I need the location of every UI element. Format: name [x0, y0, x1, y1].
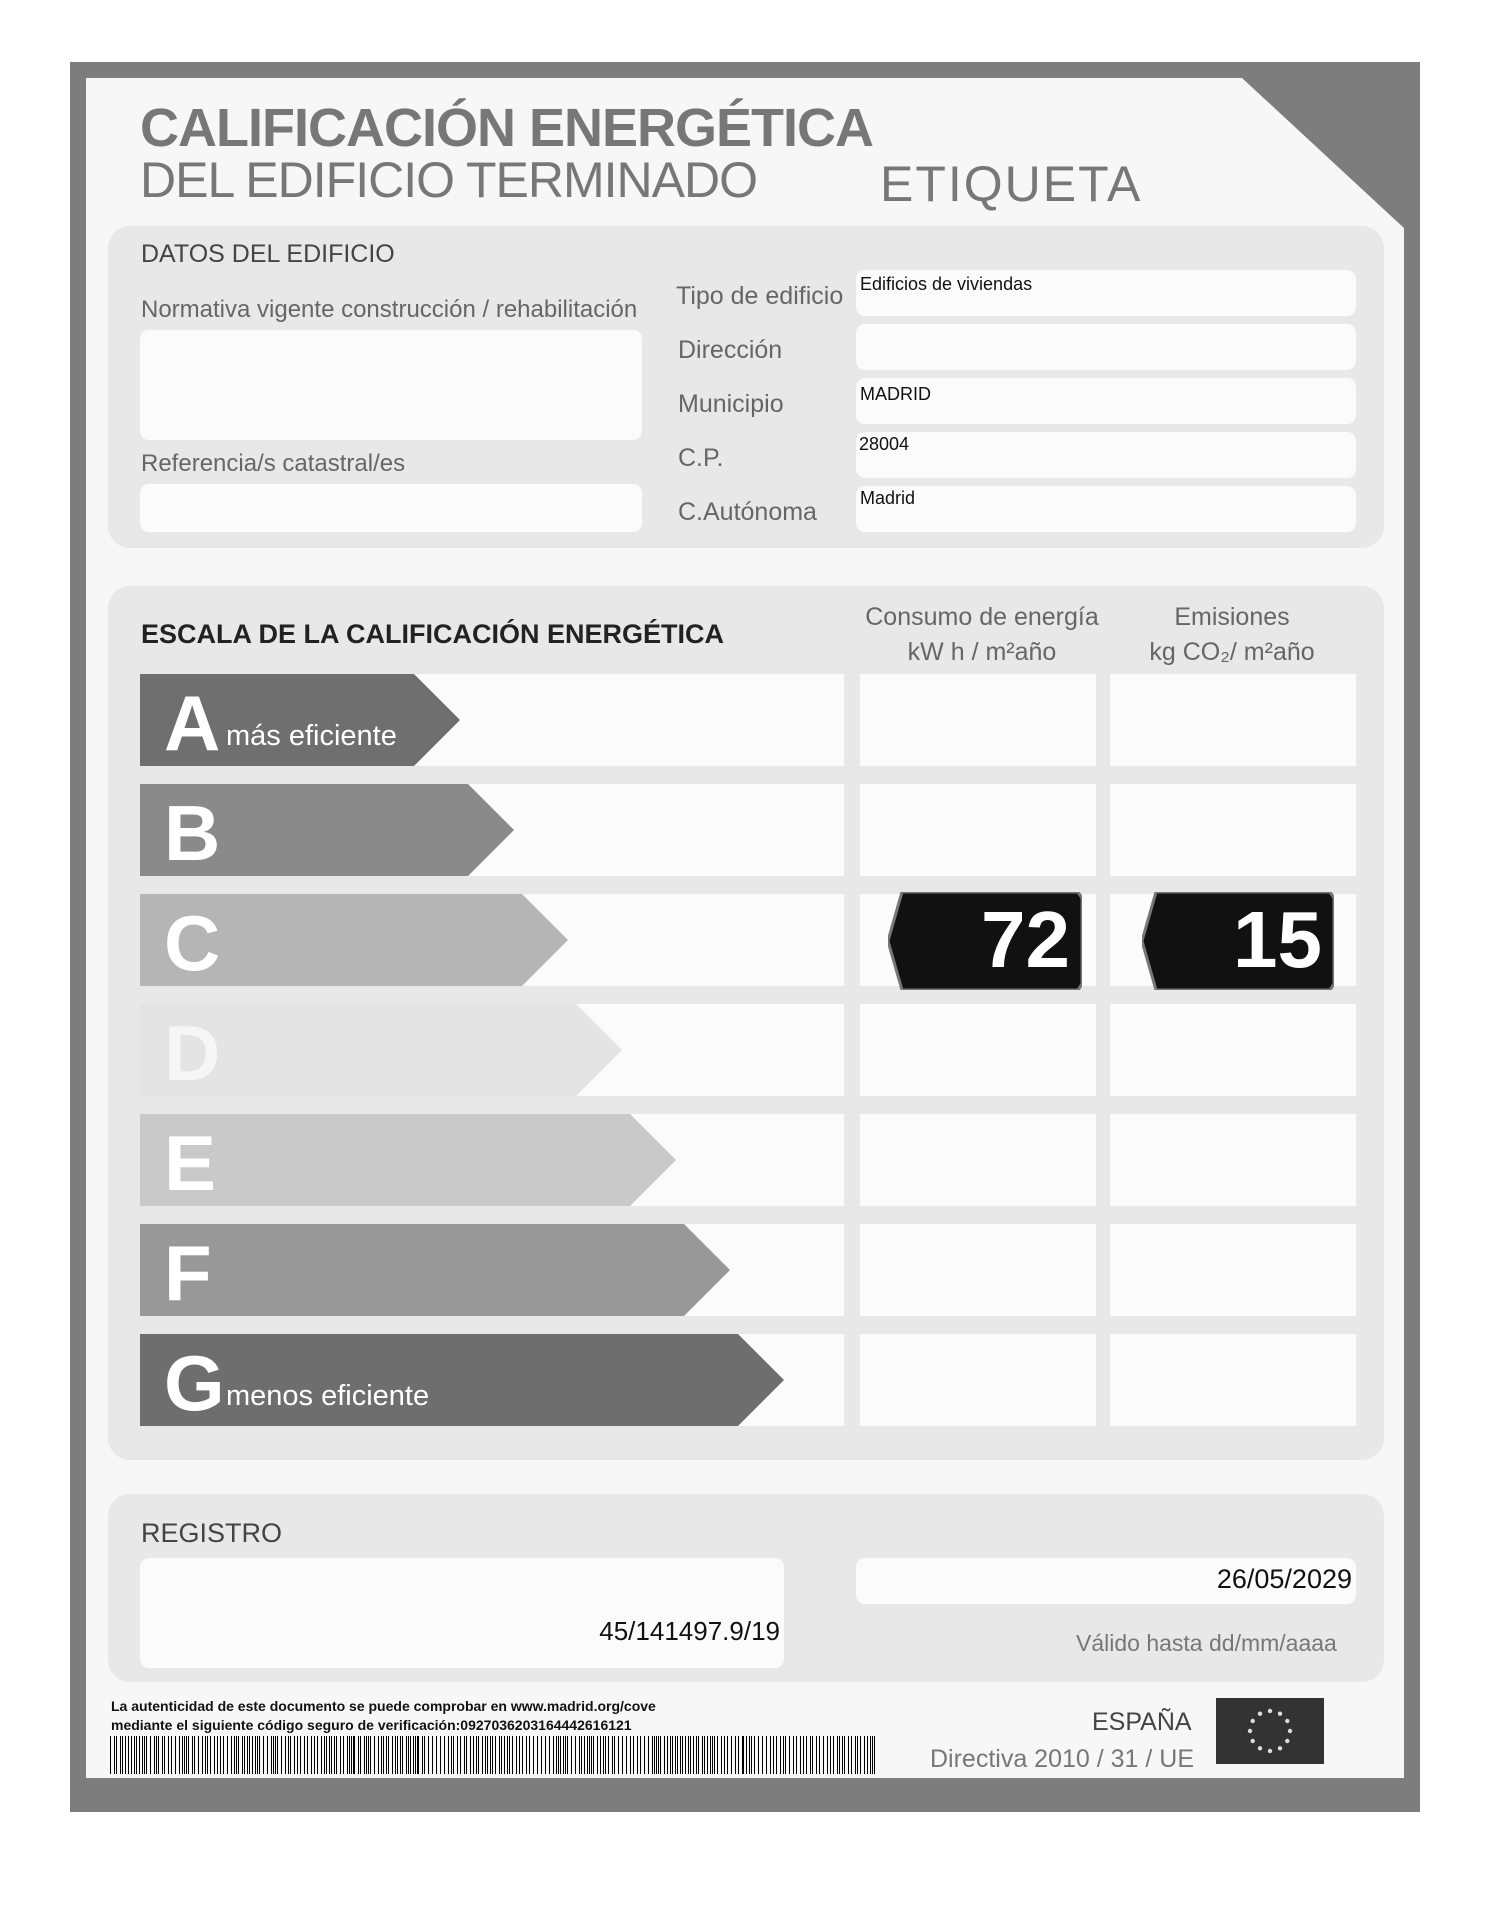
- emissions-column-title: Emisiones: [1174, 603, 1290, 631]
- cp-value: 28004: [859, 434, 910, 454]
- class-arrow-f: [140, 1224, 730, 1316]
- municipio-label: Municipio: [678, 390, 784, 418]
- referencia-field: [140, 484, 642, 532]
- tipo-edificio-label: Tipo de edificio: [676, 282, 844, 310]
- normativa-field: [140, 330, 642, 440]
- energy-rating-badge: [888, 892, 1082, 990]
- class-letter: C: [164, 899, 221, 987]
- emissions-column-header: [1112, 600, 1352, 670]
- class-letter: F: [164, 1229, 212, 1317]
- energy-column-title: Consumo de energía: [865, 603, 1099, 631]
- eu-flag-icon: [1216, 1698, 1324, 1764]
- energy-cell-f: [860, 1224, 1096, 1316]
- building-section-title: DATOS DEL EDIFICIO: [141, 240, 395, 268]
- emissions-rating-badge-value: 15: [1233, 895, 1322, 984]
- comunidad-field: [856, 486, 1356, 532]
- municipio-value: MADRID: [860, 384, 931, 404]
- verification-text-1: La autenticidad de este documento se puede comprobar en www.madrid.org/cove: [111, 1698, 656, 1714]
- class-letter: B: [164, 789, 221, 877]
- emissions-cell-e: [1110, 1114, 1356, 1206]
- title-line-1: CALIFICACIÓN ENERGÉTICA: [140, 98, 873, 158]
- emissions-cell-g: [1110, 1334, 1356, 1426]
- energy-column-header: [862, 600, 1102, 670]
- class-arrow-g: [140, 1334, 784, 1426]
- energy-cell-a: [860, 674, 1096, 766]
- class-letter: A: [164, 679, 221, 767]
- energy-column-unit: kW h / m²año: [907, 638, 1057, 666]
- class-arrow-c: [140, 894, 568, 986]
- tipo-edificio-value: Edificios de viviendas: [860, 274, 1033, 294]
- direccion-field: [856, 324, 1356, 370]
- directive-label: Directiva 2010 / 31 / UE: [930, 1745, 1195, 1773]
- class-arrow-e: [140, 1114, 676, 1206]
- cp-field: [856, 432, 1356, 478]
- valid-date: 26/05/2029: [1216, 1564, 1352, 1594]
- tipo-edificio-field: [856, 270, 1356, 316]
- barcode: [110, 1736, 875, 1774]
- municipio-field: [856, 378, 1356, 424]
- class-letter: G: [164, 1339, 225, 1427]
- etiqueta-label: ETIQUETA: [880, 156, 1143, 212]
- class-letter: D: [164, 1009, 221, 1097]
- emissions-cell-a: [1110, 674, 1356, 766]
- scale-title: ESCALA DE LA CALIFICACIÓN ENERGÉTICA: [141, 619, 725, 649]
- comunidad-value: Madrid: [860, 488, 916, 508]
- cp-label: C.P.: [678, 444, 724, 472]
- title-line-2: DEL EDIFICIO TERMINADO: [140, 152, 757, 208]
- energy-cell-g: [860, 1334, 1096, 1426]
- class-note: menos eficiente: [226, 1380, 430, 1412]
- valid-date-field: [856, 1558, 1356, 1604]
- class-note: más eficiente: [226, 720, 397, 752]
- energy-cell-b: [860, 784, 1096, 876]
- energy-cell-e: [860, 1114, 1096, 1206]
- emissions-column-unit: kg CO₂/ m²año: [1149, 638, 1315, 666]
- normativa-label: Normativa vigente construcción / rehabilitación: [141, 296, 638, 323]
- energy-cell-d: [860, 1004, 1096, 1096]
- valid-date-label: Válido hasta dd/mm/aaaa: [1076, 1630, 1337, 1656]
- verification-text-2: mediante el siguiente código seguro de verificación:0927036203164442616121: [111, 1717, 632, 1733]
- registro-number: 45/141497.9/19: [599, 1616, 780, 1646]
- comunidad-label: C.Autónoma: [678, 498, 817, 526]
- referencia-label: Referencia/s catastral/es: [141, 450, 406, 477]
- emissions-cell-d: [1110, 1004, 1356, 1096]
- emissions-rating-badge: [1142, 892, 1334, 990]
- registro-number-field: [140, 1558, 784, 1668]
- energy-rating-badge-value: 72: [981, 895, 1070, 984]
- direccion-label: Dirección: [678, 336, 783, 364]
- registro-title: REGISTRO: [141, 1518, 283, 1548]
- emissions-cell-f: [1110, 1224, 1356, 1316]
- class-arrow-d: [140, 1004, 622, 1096]
- class-letter: E: [164, 1119, 217, 1207]
- class-arrow-a: [140, 674, 460, 766]
- emissions-cell-b: [1110, 784, 1356, 876]
- class-arrow-b: [140, 784, 514, 876]
- country-label: ESPAÑA: [1092, 1708, 1192, 1736]
